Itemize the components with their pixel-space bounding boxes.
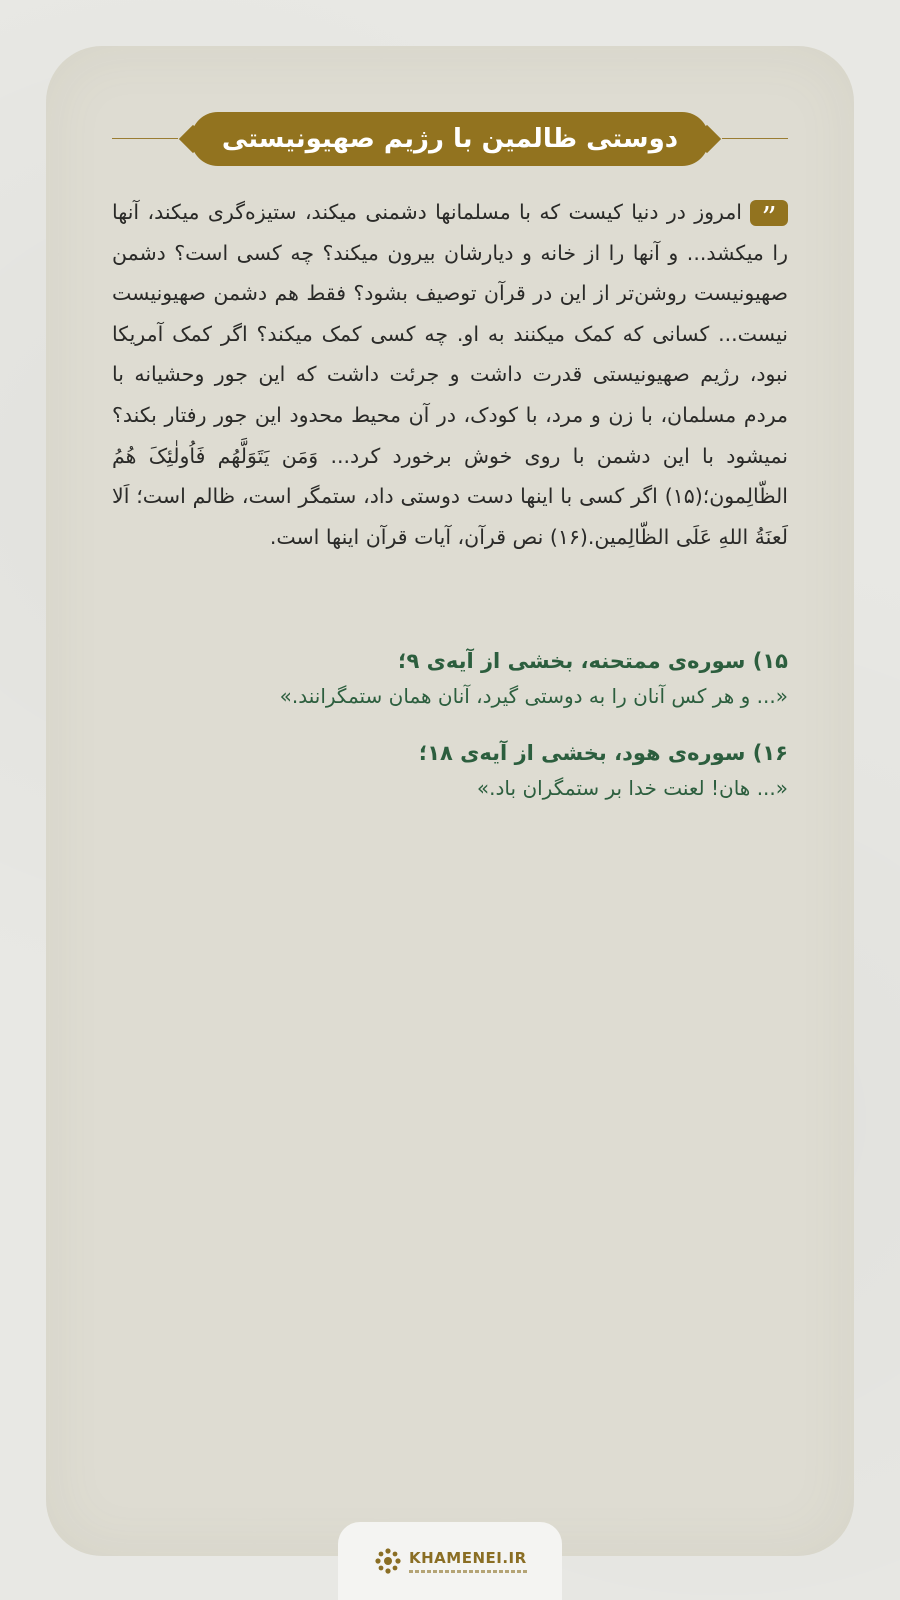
footnote-title: ۱۶) سوره‌ی هود، بخشی از آیه‌ی ۱۸؛ [418,741,788,765]
footer-logo[interactable] [373,1546,527,1576]
footnote-16 [112,736,788,806]
footnote-15 [112,644,788,714]
content-card [46,46,854,1556]
footer-tab [338,1522,562,1600]
logo-text: KHAMENEI.IR [409,1548,527,1567]
title-banner [191,112,709,166]
footnote-text: «... هان! لعنت خدا بر ستمگران باد.» [476,776,788,800]
quote-body [112,192,788,557]
title-row [46,112,854,166]
khamenei-logo-icon [373,1546,403,1576]
quote-text: امروز در دنیا کیست که با مسلمانها دشمنی میکند، ستیزه‌گری میکند، آنها را میکشد... و آنها را از خانه و دیارشان بیرون میکند؟ چه کسی است؟ دشمن صهیونیست روشن‌تر از این در قرآن توصیف بشود؟ فقط هم دشمن صهیونیست نیست... کسانی که کمک میکنند به او. چه کسی کمک میکند؟ اگر کمک آمریکا نبود، رژیم صهیونیستی قدرت داشت و جرئت داشت که این جور وحشیانه با مردم مسلمان، با زن و مرد، با کودک، در آن محیط محدود این جور رفتار بکند؟ نمیشود با این دشمن با روی خوش برخورد کرد... وَمَن یَتَوَلَّهُم فَاُولٰئِکَ هُمُ الظّالِمون؛(۱۵) اگر کسی با اینها دست دوستی داد، ستمگر است، ظالم است؛ اَلا لَعنَةُ اللهِ عَلَی الظّالِمین.(۱۶) نص قرآن، آیات قرآن اینها است. [112,200,788,549]
footnote-title: ۱۵) سوره‌ی ممتحنه، بخشی از آیه‌ی ۹؛ [398,649,788,673]
title-divider-right [722,138,788,139]
quote-icon: ” [750,200,788,226]
title-divider-left [112,138,178,139]
footnote-text: «... و هر کس آنان را به دوستی گیرد، آنان همان ستمگرانند.» [279,684,788,708]
logo-text-block [409,1550,527,1573]
page-title: دوستی ظالمین با رژیم صهیونیستی [221,124,679,154]
logo-subtitle-decoration [409,1570,527,1573]
